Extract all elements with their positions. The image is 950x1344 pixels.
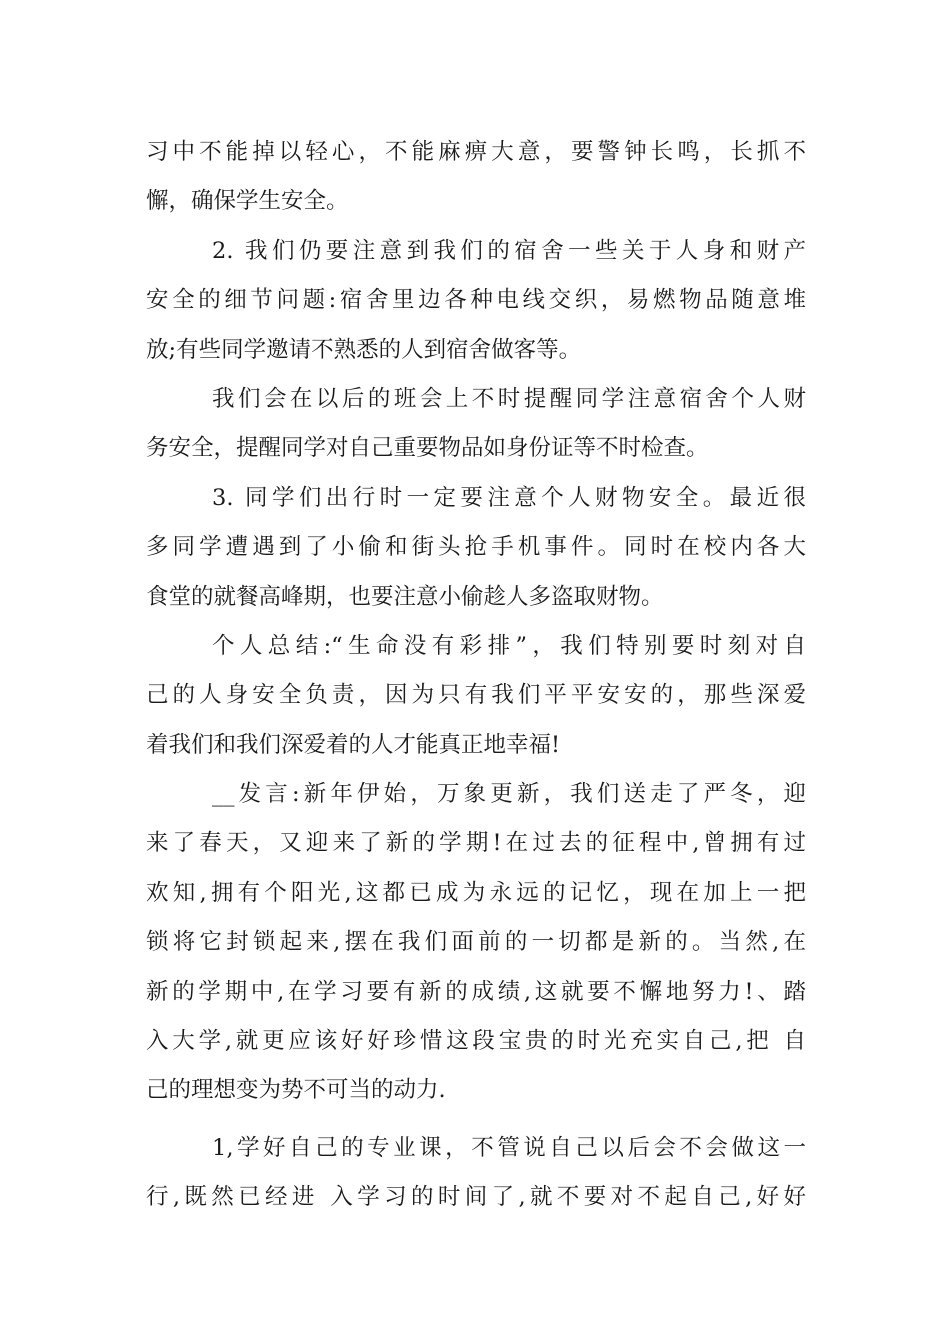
text-line: 3. 同学们出行时一定要注意个人财物安全。最近很: [212, 484, 806, 511]
paragraph-gap: [146, 1116, 806, 1124]
text-line: 懈，确保学生安全。: [146, 188, 349, 215]
text-line: 放;有些同学邀请不熟悉的人到宿舍做客等。: [146, 336, 582, 363]
text-line: 务安全，提醒同学对自己重要物品如身份证等不时检查。: [146, 435, 709, 462]
text-line: 食堂的就餐高峰期，也要注意小偷趁人多盗取财物。: [146, 583, 664, 610]
text-line: 欢知,拥有个阳光,这都已成为永远的记忆，现在加上一把: [146, 879, 806, 906]
text-line: 来了春天，又迎来了新的学期!在过去的征程中,曾拥有过: [146, 830, 806, 857]
text-line: 入大学,就更应该好好珍惜这段宝贵的时光充实自己,把 自: [146, 1028, 806, 1055]
text-line: 锁将它封锁起来,摆在我们面前的一切都是新的。当然,在: [146, 929, 806, 956]
document-body: [146, 128, 806, 1223]
text-line: 安全的细节问题:宿舍里边各种电线交织，易燃物品随意堆: [146, 287, 806, 314]
text-line: 2. 我们仍要注意到我们的宿舍一些关于人身和财产: [212, 237, 806, 264]
text-line: 己的人身安全负责，因为只有我们平平安安的，那些深爱: [146, 682, 806, 709]
text-line: 我们会在以后的班会上不时提醒同学注意宿舍个人财: [212, 385, 806, 412]
text-line: 习中不能掉以轻心，不能麻痹大意，要警钟长鸣，长抓不: [146, 139, 806, 165]
text-line: 着我们和我们深爱着的人才能真正地幸福!: [146, 731, 561, 758]
text-line: 行,既然已经进 入学习的时间了,就不要对不起自己,好好: [146, 1184, 806, 1211]
text-line: 多同学遭遇到了小偷和街头抢手机事件。同时在校内各大: [146, 534, 806, 561]
text-line: 个人总结:“生命没有彩排”，我们特别要时刻对自: [212, 632, 806, 659]
text-line: 新的学期中,在学习要有新的成绩,这就要不懈地努力!、踏: [146, 978, 806, 1005]
text-line: __发言:新年伊始，万象更新，我们送走了严冬，迎: [212, 781, 806, 808]
text-line: 己的理想变为势不可当的动力.: [146, 1077, 446, 1104]
text-line: 1,学好自己的专业课，不管说自己以后会不会做这一: [212, 1134, 806, 1161]
